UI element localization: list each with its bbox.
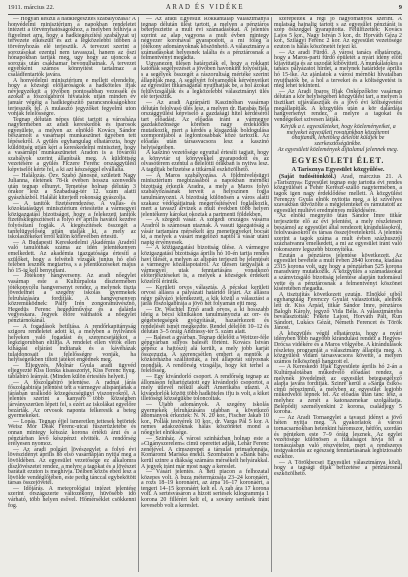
article-paragraph: — Ujabb adományok. A szegény iskolás gyermekek felruházására ujabban a következő adományok érkeztek: N. N. 20 kor., Fischer Jakab 10 kor., Pollák testvérek 10 kor., dr. Varga Pál 5 kor. A nemes adakozóknak hálás köszönetet mond a nőegylet elnöksége. <box>141 401 269 436</box>
column-1 <box>8 17 136 574</box>
article-paragraph: A honvédelmi minisztérium e mellett elrendelte, hogy a községi elöljáróságok a hadköteles ifjak névjegyzékeit a jövőben pontosabban vezessék és azokat a főszolgabírói hivatalok utján minden év január végéig a hadkiegészítő parancsnokságokhoz terjesszék fel. A mulasztó jegyzőket fegyelmi uton vonják felelősségre. <box>8 77 136 118</box>
article-paragraph: — A Törökbecsei Egyesület választmánya közli, hogy a tagsági dijak befizetése a pénztárosnál eszközölhető. <box>274 459 402 477</box>
editorial-notice <box>274 125 402 153</box>
article-paragraph: Ezután a pénztáros jelentése következett. Az egyesület bevétele a mult évben 2840 korona, kiadása 2315 korona volt, ugy hogy a pénztárban 525 korona maradvány mutatkozik. A közgyülés a számadásokat a számvizsgáló bizottság jelentése alapján tudomásul vette és a pénztárosnak a felmentvényt köszönet kíséretében megadta. <box>274 252 402 293</box>
article-paragraph: — A szegedi vásár. A szegedi országos vásárra Aradról is számosan utaznak. A vasuti igazgatóság a vásár tartamára mérsékelt áru menetjegyeket bocsát ki, a melyek a vásárt megelőző naptól a vásár utáni napig érvényesek. <box>141 217 269 246</box>
article-paragraph: A kaszinó vezetősége egyuttal értesíti tagjait, hogy a könyvtár uj könyvekkel gyarapodott és az olvasóterem ezentul a délelőtti órákban is nyitva lesz. A tagdijak befizetése a titkárnál eszközölhető. <box>141 150 269 174</box>
article-paragraph: — Eljegyzés. Molnár Gyula aradi ügyvéd eljegyezte Kiss Ilonka kisasszonyt, Kiss Ferenc nyug. táblabiró leányát. (Minden külön értesítés helyett.) <box>8 362 136 380</box>
notice-line: Kérjük a t. egyesületeket, hogy közleményeiket, a melyeket egyesületi rovatunkban közzétenni óhajtanak, lehetőleg délelőtt küldjék be szerkesztőségünkbe. <box>280 124 396 148</box>
section-heading: EGYESÜLETI ÉLET. <box>291 156 385 166</box>
issue-date: 1911. március 22. <box>8 4 55 11</box>
page-header <box>8 3 402 14</box>
byline: (Saját tudósítónktól.) <box>279 174 336 181</box>
article-paragraph: szerepeltek a régi jó hagyományok szerint. A mulatság hajnalig tartott s az egyesület pénztárát is szép összeggel gyarapította. Felülfizettek: Kovács Lajos 5 kor., Nagy István 3 kor., dr. Horváth Géza 2 kor., Szilágyi Ferenc 2 kor. Az egyesület vezetősége ezuton is hálás köszönetét fejezi ki. <box>274 17 402 50</box>
column-rule <box>271 17 272 572</box>
article-paragraph: — Az aradi polgári lövészegylet a folyó évi lövészidényt április hó első vasárnapján nyitja meg a lövöldében. Az egyesület vezetősége ez alkalomra díszlövészetet rendez, a melyre a tagokat és a lövészet barátait ezuton is meghívja. Délben közös ebéd lesz a lövölde vendéglőjében, este pedig tánccal egybekötött társas összejövetel. <box>8 446 136 487</box>
article-paragraph: — A közigazgatási bizottság ülése. A vármegye közigazgatási bizottsága április hó 10-én tartja rendes havi ülését, a melyen az alispán terjeszti be jelentését a vármegye közállapotairól. Az ülésen tárgyalják a vármegyei utak fenntartására vonatkozó előterjesztéseket is, a melyek a községek érdekeit közelről érintik. <box>141 245 269 285</box>
article-paragraph: — Az Aradi Iparos Ifjak Önképzőköre vasárnap délután a kör helyiségében közgyülést tart, a melyen a tisztikart ujjáválasztják és a jövő évi költségvetést megállapítják. A közgyülés után a kör dalárdája hangversenyt rendez, a melyre a tagokat és vendégeiket szivesen látják. <box>274 88 402 123</box>
article-lead-paragraph <box>274 175 402 214</box>
article-paragraph: — A tanitók fizetésrendezése. A vallás- és közoktatásügyi minisztérium értesítette a vármegyei közigazgatási bizottságot, hogy a felekezeti tanitók fizetéskiegészítéseit a folyó év április havától kezdve folyósítani fogják. A kiegészítések összegét a tanfelügyelőség utján utalják ki, a mely az iskolaszékeket erről külön körlevélben értesíti. <box>8 200 136 241</box>
article-paragraph: — A Kereskedő Ifjak Egyesülete április hó 2-án a Kultúrpalotában műkedvelő előadást rendez, a melynek jövedelmét az egyesület betegsegélyző alapja javára fordítják. Szinre kerül a »Sárga csikó« cimü népszinmű, a melyben az egyesület legjobb műkedvelői lépnek fel. Az előadás után tánc lesz, a melyhez a zenét a katonazenekar szolgáltatja. Belépődij személyenkint 2 korona, családjegy 5 korona. <box>274 364 402 416</box>
article-paragraph: Tegnap délután népes ülést tartott a városháza nagytermében az aradi kereskedők és iparosok egyesülete, a melyen az elnöklő Kovács Sándor beszámolt a vasárnapi munkaszünet ügyében tett lépésekről. A gyülés egyhangulag elhatározta, hogy küldöttség utján kéri a kereskedelmi minisztert, hogy a vasárnapi munkaszünetet Aradon is a fővárosi szabályok szerint állapítsák meg. A küldöttség vezetésére a gyülés Ficzere Ferenc országgyülési képviselőt kérte fel, a ki azt készséggel elvállalta. <box>8 116 136 174</box>
article-paragraph: — A fogadások betiltása. A rendőrkapitányság szigoru rendeletet adott ki, a melyben a nyilvános helyeken való fogadást és szerencsejátékot a legszigorubban eltiltja. A rendelet ellen vétők ellen kihágási eljárást indítanak és a kávéházak tulajdonosait is felelősségre vonják, ha helyiségeikben tiltott játékot engednek meg. <box>8 323 136 364</box>
article-paragraph: — A főszolgabiró jelentése. A radnai járás főszolgabirája jelentést tett a vármegye alispánjának a járásban uralkodó közegészségügyi viszonyokról. A jelentés szerint a kanyaró több községben járványszerüen lépett fel, s ezért az iskolákat egyelőre bezárták. Az orvosok naponta felkeresik a beteg gyermekeket. <box>8 379 136 420</box>
page-number: 9 <box>398 4 402 11</box>
article-paragraph: Az elnöki megnyitó után Sándor Imre titkár terjesztette elő az évi jelentést, a mely részletesen beszámol az egyesület által rendezett kirándulásokról, felolvasásokról és társas összejövetelekről. A jelentés szerint a tagok száma a mult évben százhuszról százhatvanra emelkedett, a mi az egyesület iránt való rokonszenv legszebb bizonyítéka. <box>274 213 402 253</box>
column-3 <box>274 17 402 574</box>
article-paragraph: — Jótékony hangverseny. Az aradi nőegylet vasárnap este a Kultúrpalota dísztermében jótékonycélu hangversenyt rendez, a melynek tiszta jövedelmét a szegény iskolás gyermekek felruházására fordítják. A hangversenyen közreműködnek: Pálfy Irén zongoraművésznő, Hegedüs Ferenc hegedűművész és a dalárda vegyeskara. Jegyek előre válthatók a nőegylet pénztárnokánál. <box>8 273 136 325</box>
article-paragraph: — Dr. Wachtel Ernő aradi orvos, a ki hosszabb ideig a bécsi klinikákon tanulmányozta az orr- és gégebetegségek gyógyítását, hazaérkezett és rendelését ismét megkezdte. Rendel délelőtt 10–12 és délután 3–5 óráig Andrássy-tér 5. szám alatt. <box>141 306 269 336</box>
article-paragraph: A tisztujítás következett ezután. Elnökké ujból egyhangulag Ferenczy Gyulát választották, alelnök lett dr. Kiss Árpád, titkár Sándor Imre, pénztáros Balogh Károly, jegyző Vida Béla. A választmányba beválasztották: Fekete Lajost, Horváth Pált, Kun Sándort, Lukács Gézát, Németh Ferencet és Török Jánost. <box>274 291 402 332</box>
article-paragraph: — Egy kivándorló csoport. A rendőrség tegnap az állomáson feltartóztatott egy kivándorló csoportot, a mely útlevél nélkül akart Amerikába utazni. A kivándorlók között több hadköteles ifju is volt, a kiket illetőségi községükbe toloncoltak. <box>141 374 269 403</box>
column-rule <box>138 17 139 572</box>
article-paragraph: — Az aradi Agrárpárti Kaszinóban vasárnap délután felolvasó ülés lesz, a melyen dr. Barabás Béla országgyülési képviselő a gazdasági hitel kérdéséről tart előadást. Az előadás iránt a vármegye gazdaközönsége körében nagy érdeklődés mutatkozik, mert a kérdés a kisgazdák boldogulása szempontjából a legfontosabbak közé tartozik. Az előadás után társasvacsora lesz a kaszinó helyiségeiben. <box>141 99 269 151</box>
article-paragraph: A közgyülés végül elhatározta, hogy a nyári idényben több nagyobb kirándulást rendez a Hegyes-Drócsa vidékére és a Maros völgyébe. A kirándulások részletes programját a választmány állapítja meg. A közgyülést vidám társasvacsora követte, a melyen számos felköszöntő hangzott el. <box>274 330 402 365</box>
article-paragraph: — Halálozás. Özv. Szabó Jánosné, született Nagy Julianna, életének 78-ik évében hosszu szenvedés után tegnap elhunyt. Temetése holnap délután 3 órakor lesz a Szabadság-tér 12. szám alatti gyászházból. Halálát kiterjedt rokonság gyászolja. <box>8 172 136 201</box>
article-paragraph: — Hogyan készül a hadkiegészítés szabályozása? A honvédelmi minisztérium a napokban rendeletet intézett a törvényhatóságokhoz, a melyben felhívja a figyelmet arra, hogy a hadkiegészítési szabályzat uj tervezete elkészült és azt a legközelebbi időben a törvényhozás elé terjesztik. A tervezet szerint a sorozásokat ezentul nem tavasszal, hanem az őszi hónapokban tartják meg, ugy hogy az ujoncok a sorozás után csakhamar bevonulhatnak. A tervezet egyébként számos könnyítést tartalmaz a családfentartók javára. <box>8 17 136 78</box>
article-paragraph: — Szinház. A városi szinházban holnap este a »Cigányszerelem« cimü operettet adják, Lehár Ferenc zenéjével. A cimszerepet a társulat primadonnája, Komáromi Mariska énekli. Szombaton a »Bánk bán« kerül szinre a diákság számára mérsékelt helyárakkal. A jegyek iránt már most nagy a kereslet. <box>141 435 269 470</box>
article-paragraph: — Az aradi Fürdő. A városi tanács elhatározta, hogy a Maros-parti fürdő épületét a nyári idény előtt kijavíttatja és az uszodát kibővítteti. A munkálatokra a tanács pályázatot hirdet, a melynek határideje április hó 15-ike. Az ajánlatok a városi mérnöki hivatalban nyujthatók be, a hol a terveket és a költségvetést is meg lehet tekinteni. <box>274 49 402 90</box>
notice-line: Az egyesületi közlemények díjtalanul jelennek meg. <box>277 146 399 153</box>
lead-text: Arad, márczius 21. A »Tarisznya« Egyesület tegnap este tartotta évi rendes közgyülését a Fehér Kereszt-szálló nagytermében, a tagok igen nagy érdeklődése mellett. A közgyülést Ferenczy Gyula elnök nyitotta meg, a ki szívélyes szavakban üdvözölte a megjelenteket és rámutatott az egyesület multévi eredményes működésére. <box>274 174 402 214</box>
article-paragraph: — Az Aradi Tornaegylet a tavaszi idényt a jövő héten nyitja meg. A gyakorlatok a városi tornacsarnokban hetenkint háromszor, hétfőn, szerdán és pénteken este 7–9 óráig lesznek. Az egylet vezetősége különösen a fiatalságot hívja fel a tornászásban való részvételre, mert a rendszeres testgyakorlás az egészség fenntartásának legbiztosabb eszköze. <box>274 414 402 460</box>
article-paragraph: — A Budapesti Kereskedelmi Akadémia Aradról való tanulóinak száma az idén jelentékenyen emelkedett. Az akadémia igazgatósága értesíti a szülőket, hogy a felvételi vizsgák junius hó első felében lesznek megtartva, s a jelentkezéseket május hó 15-ig kell benyujtani. <box>8 239 136 274</box>
article-paragraph: Ugyanezen ülésen határozták el, hogy a rokkant katonák segélyezését a jövőben havonkint folyósítják, s a segélyek összegét a rászorultság mértéke szerint állapítják meg. A segélyért folyamodók kérvényeiket az egyesület titkárságánál nyujthatják be, a hol azokat felülvizsgálják és a legközelebbi választmányi ülés elé terjesztik. <box>141 60 269 101</box>
article-paragraph: — A Maros szabályozása. A földmivelésügyi minisztérium megbízásából a napokban mérnöki bizottság érkezik Aradra, a mely a Maros folyó szabályozásának terveit a helyszínen fogja tanulmányozni. A bizottság különösen a város alatti szakasz védőgátjainak megerősítésével foglalkozik, mert a tavaszi árvizek a mult években több helyen jelentékeny károkat okoztak a partmenti földekben. <box>141 172 269 218</box>
article-paragraph: — Vásári jelentés. A heti piacon a felhozatal közepes volt. A buza métermázsája 23–24 koronáért, a rozs 18–19 koronáért, az árpa 16–17 koronáért, a tengeri 14–15 koronáért kelt el. A zab ára 17 korona volt. A sertésvásáron a hizott sertések kilogrammja 1 korona 20 fillérért kelt el, a sovány sertések iránt kevesebb volt a kereslet. <box>141 469 269 509</box>
article-paragraph: — Lopás. Tegnap éjjel ismeretlen tettesek betörtek Weisz Mór Deák Ferenc-utcai fűszerüzletébe és onnan mintegy kétszáz korona értékü árut és a pénztárban levő készpénzt elvitték. A rendőrség erélyesen nyomoz. <box>8 418 136 448</box>
newspaper-title: ARAD ÉS VIDÉKE <box>165 4 245 11</box>
article-paragraph: — Időjárás. A meteorológiai intézet jelentése szerint országszerte változékony, hüvösebb idő várható, több helyen esővel. Hőmérséklet csökkenni fog. <box>8 485 136 509</box>
article-paragraph: — Kerületi orvos választás. A pécskai kerületi orvosi állásra a pályázati határidő lejárt. Az állásra négy pályázó jelentkezett, a kik közül a választást a járás főszolgabirája a jövő hét folyamán ejti meg. <box>141 284 269 308</box>
article-paragraph: — Baleset a gyárban. Tegnap délelőtt a Weitzer-féle gépgyárban súlyos baleset történt. Kovács István gépész a hajtószíj alá került, a mely jobb karját összezuzta. A szerencsétlen embert a mentők a közkórházba szállították, a hol állapotát súlyosnak mondják. A rendőrség vizsgálja, hogy kit terhel a felelősség. <box>141 334 269 375</box>
article-headline: A Tarisznya Egyesület közgyűlése. <box>291 166 385 174</box>
column-2 <box>141 17 269 574</box>
header-rule <box>8 14 402 15</box>
article-paragraph: — Az aradi Egyesült Rokkantalap választmánya tegnap délután ülést tartott, a melyen a pénztáros beterjesztette a mult évi számadásokat. A jelentés szerint az alap vagyona a mult évben mintegy négyezer koronával gyarapodott, a mi főleg a jótékony adományoknak köszönhető. A választmány a számadásokat helyesnek találta és a pénztárosnak a felmentvényt megadta. <box>141 17 269 62</box>
